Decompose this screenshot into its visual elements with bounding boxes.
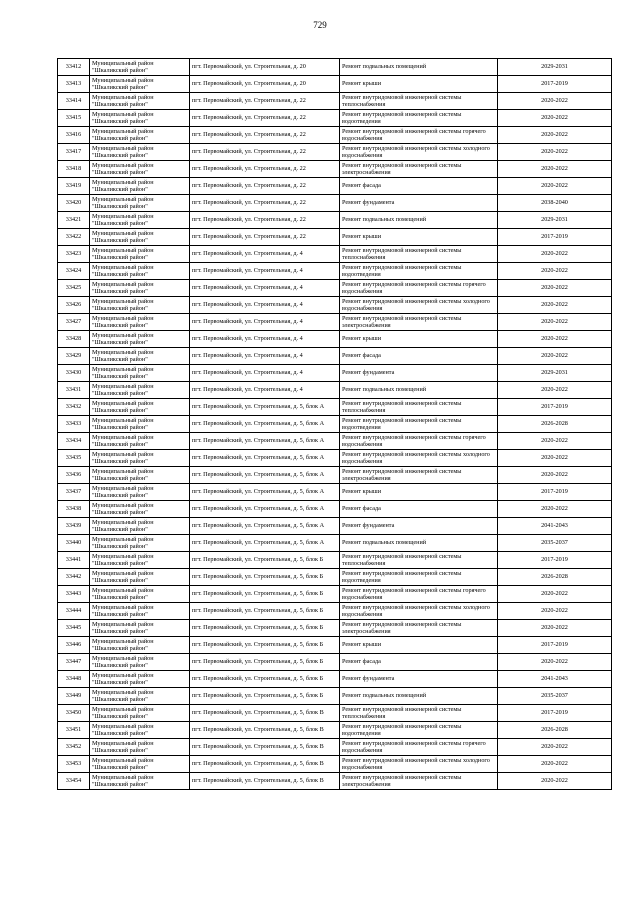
row-number-cell: 33418 bbox=[58, 161, 90, 178]
table-row bbox=[58, 331, 612, 348]
address-cell: пгт. Первомайский, ул. Строительная, д. 4 bbox=[190, 331, 340, 348]
period-cell: 2026-2028 bbox=[498, 569, 612, 586]
row-number-cell: 33428 bbox=[58, 331, 90, 348]
address-cell: пгт. Первомайский, ул. Строительная, д. 5, блок В bbox=[190, 756, 340, 773]
work-type-cell: Ремонт фасада bbox=[340, 501, 498, 518]
period-cell: 2020-2022 bbox=[498, 382, 612, 399]
table-row bbox=[58, 416, 612, 433]
municipality-cell: Муниципальный район "Шкаликский район" bbox=[90, 756, 190, 773]
work-type-cell: Ремонт внутридомовой инженерной системы электроснабжения bbox=[340, 314, 498, 331]
work-type-cell: Ремонт крыши bbox=[340, 76, 498, 93]
municipality-cell: Муниципальный район "Шкаликский район" bbox=[90, 365, 190, 382]
table-row bbox=[58, 178, 612, 195]
municipality-cell: Муниципальный район "Шкаликский район" bbox=[90, 722, 190, 739]
address-cell: пгт. Первомайский, ул. Строительная, д. 4 bbox=[190, 348, 340, 365]
table-row bbox=[58, 382, 612, 399]
row-number-cell: 33423 bbox=[58, 246, 90, 263]
address-cell: пгт. Первомайский, ул. Строительная, д. 5, блок А bbox=[190, 535, 340, 552]
work-type-cell: Ремонт фасада bbox=[340, 654, 498, 671]
row-number-cell: 33440 bbox=[58, 535, 90, 552]
work-type-cell: Ремонт внутридомовой инженерной системы горячего водоснабжения bbox=[340, 739, 498, 756]
period-cell: 2020-2022 bbox=[498, 161, 612, 178]
table-row bbox=[58, 59, 612, 76]
row-number-cell: 33449 bbox=[58, 688, 90, 705]
work-type-cell: Ремонт подвальных помещений bbox=[340, 535, 498, 552]
row-number-cell: 33436 bbox=[58, 467, 90, 484]
row-number-cell: 33451 bbox=[58, 722, 90, 739]
period-cell: 2020-2022 bbox=[498, 603, 612, 620]
period-cell: 2020-2022 bbox=[498, 620, 612, 637]
row-number-cell: 33422 bbox=[58, 229, 90, 246]
address-cell: пгт. Первомайский, ул. Строительная, д. 20 bbox=[190, 76, 340, 93]
municipality-cell: Муниципальный район "Шкаликский район" bbox=[90, 229, 190, 246]
work-type-cell: Ремонт внутридомовой инженерной системы теплоснабжения bbox=[340, 552, 498, 569]
period-cell: 2020-2022 bbox=[498, 450, 612, 467]
period-cell: 2020-2022 bbox=[498, 331, 612, 348]
table-row bbox=[58, 127, 612, 144]
row-number-cell: 33444 bbox=[58, 603, 90, 620]
row-number-cell: 33448 bbox=[58, 671, 90, 688]
address-cell: пгт. Первомайский, ул. Строительная, д. 22 bbox=[190, 93, 340, 110]
work-type-cell: Ремонт внутридомовой инженерной системы холодного водоснабжения bbox=[340, 144, 498, 161]
address-cell: пгт. Первомайский, ул. Строительная, д. 4 bbox=[190, 280, 340, 297]
period-cell: 2029-2031 bbox=[498, 365, 612, 382]
period-cell: 2029-2031 bbox=[498, 59, 612, 76]
period-cell: 2017-2019 bbox=[498, 399, 612, 416]
municipality-cell: Муниципальный район "Шкаликский район" bbox=[90, 297, 190, 314]
municipality-cell: Муниципальный район "Шкаликский район" bbox=[90, 212, 190, 229]
address-cell: пгт. Первомайский, ул. Строительная, д. 5, блок Б bbox=[190, 688, 340, 705]
table-row bbox=[58, 586, 612, 603]
address-cell: пгт. Первомайский, ул. Строительная, д. 5, блок А bbox=[190, 433, 340, 450]
table-row bbox=[58, 76, 612, 93]
municipality-cell: Муниципальный район "Шкаликский район" bbox=[90, 450, 190, 467]
municipality-cell: Муниципальный район "Шкаликский район" bbox=[90, 382, 190, 399]
table-row bbox=[58, 467, 612, 484]
row-number-cell: 33424 bbox=[58, 263, 90, 280]
table-row bbox=[58, 110, 612, 127]
row-number-cell: 33454 bbox=[58, 773, 90, 790]
address-cell: пгт. Первомайский, ул. Строительная, д. 5, блок В bbox=[190, 705, 340, 722]
municipality-cell: Муниципальный район "Шкаликский район" bbox=[90, 314, 190, 331]
work-type-cell: Ремонт подвальных помещений bbox=[340, 382, 498, 399]
work-type-cell: Ремонт фундамента bbox=[340, 671, 498, 688]
period-cell: 2020-2022 bbox=[498, 246, 612, 263]
table-row bbox=[58, 773, 612, 790]
municipality-cell: Муниципальный район "Шкаликский район" bbox=[90, 399, 190, 416]
row-number-cell: 33425 bbox=[58, 280, 90, 297]
address-cell: пгт. Первомайский, ул. Строительная, д. 20 bbox=[190, 59, 340, 76]
row-number-cell: 33416 bbox=[58, 127, 90, 144]
work-type-cell: Ремонт внутридомовой инженерной системы водоотведения bbox=[340, 416, 498, 433]
page-number: 729 bbox=[313, 20, 327, 30]
address-cell: пгт. Первомайский, ул. Строительная, д. 22 bbox=[190, 212, 340, 229]
municipality-cell: Муниципальный район "Шкаликский район" bbox=[90, 161, 190, 178]
table-row bbox=[58, 501, 612, 518]
period-cell: 2020-2022 bbox=[498, 654, 612, 671]
row-number-cell: 33421 bbox=[58, 212, 90, 229]
work-type-cell: Ремонт внутридомовой инженерной системы электроснабжения bbox=[340, 773, 498, 790]
work-type-cell: Ремонт фундамента bbox=[340, 518, 498, 535]
row-number-cell: 33412 bbox=[58, 59, 90, 76]
municipality-cell: Муниципальный район "Шкаликский район" bbox=[90, 620, 190, 637]
table-row bbox=[58, 603, 612, 620]
period-cell: 2017-2019 bbox=[498, 705, 612, 722]
row-number-cell: 33446 bbox=[58, 637, 90, 654]
period-cell: 2020-2022 bbox=[498, 348, 612, 365]
work-type-cell: Ремонт внутридомовой инженерной системы теплоснабжения bbox=[340, 246, 498, 263]
table-row bbox=[58, 739, 612, 756]
table-row bbox=[58, 161, 612, 178]
period-cell: 2020-2022 bbox=[498, 93, 612, 110]
address-cell: пгт. Первомайский, ул. Строительная, д. 4 bbox=[190, 314, 340, 331]
address-cell: пгт. Первомайский, ул. Строительная, д. 5, блок А bbox=[190, 399, 340, 416]
row-number-cell: 33441 bbox=[58, 552, 90, 569]
municipality-cell: Муниципальный район "Шкаликский район" bbox=[90, 535, 190, 552]
period-cell: 2017-2019 bbox=[498, 552, 612, 569]
period-cell: 2020-2022 bbox=[498, 178, 612, 195]
row-number-cell: 33420 bbox=[58, 195, 90, 212]
row-number-cell: 33453 bbox=[58, 756, 90, 773]
table-row bbox=[58, 552, 612, 569]
work-type-cell: Ремонт внутридомовой инженерной системы электроснабжения bbox=[340, 620, 498, 637]
row-number-cell: 33426 bbox=[58, 297, 90, 314]
municipality-cell: Муниципальный район "Шкаликский район" bbox=[90, 331, 190, 348]
address-cell: пгт. Первомайский, ул. Строительная, д. 22 bbox=[190, 144, 340, 161]
period-cell: 2041-2043 bbox=[498, 671, 612, 688]
work-type-cell: Ремонт внутридомовой инженерной системы горячего водоснабжения bbox=[340, 280, 498, 297]
period-cell: 2020-2022 bbox=[498, 739, 612, 756]
row-number-cell: 33413 bbox=[58, 76, 90, 93]
municipality-cell: Муниципальный район "Шкаликский район" bbox=[90, 110, 190, 127]
municipality-cell: Муниципальный район "Шкаликский район" bbox=[90, 654, 190, 671]
table-row bbox=[58, 433, 612, 450]
row-number-cell: 33432 bbox=[58, 399, 90, 416]
municipality-cell: Муниципальный район "Шкаликский район" bbox=[90, 586, 190, 603]
row-number-cell: 33442 bbox=[58, 569, 90, 586]
period-cell: 2020-2022 bbox=[498, 144, 612, 161]
address-cell: пгт. Первомайский, ул. Строительная, д. 5, блок Б bbox=[190, 620, 340, 637]
table-row bbox=[58, 280, 612, 297]
address-cell: пгт. Первомайский, ул. Строительная, д. 5, блок А bbox=[190, 484, 340, 501]
address-cell: пгт. Первомайский, ул. Строительная, д. 22 bbox=[190, 178, 340, 195]
address-cell: пгт. Первомайский, ул. Строительная, д. 5, блок Б bbox=[190, 569, 340, 586]
period-cell: 2020-2022 bbox=[498, 297, 612, 314]
work-type-cell: Ремонт внутридомовой инженерной системы горячего водоснабжения bbox=[340, 433, 498, 450]
table-row bbox=[58, 93, 612, 110]
period-cell: 2020-2022 bbox=[498, 467, 612, 484]
work-type-cell: Ремонт подвальных помещений bbox=[340, 59, 498, 76]
table-row bbox=[58, 535, 612, 552]
municipality-cell: Муниципальный район "Шкаликский район" bbox=[90, 144, 190, 161]
period-cell: 2035-2037 bbox=[498, 535, 612, 552]
work-type-cell: Ремонт внутридомовой инженерной системы холодного водоснабжения bbox=[340, 603, 498, 620]
row-number-cell: 33452 bbox=[58, 739, 90, 756]
table-row bbox=[58, 246, 612, 263]
work-type-cell: Ремонт крыши bbox=[340, 229, 498, 246]
table-row bbox=[58, 399, 612, 416]
period-cell: 2020-2022 bbox=[498, 433, 612, 450]
work-type-cell: Ремонт внутридомовой инженерной системы холодного водоснабжения bbox=[340, 756, 498, 773]
address-cell: пгт. Первомайский, ул. Строительная, д. 5, блок В bbox=[190, 773, 340, 790]
municipality-cell: Муниципальный район "Шкаликский район" bbox=[90, 484, 190, 501]
table-row bbox=[58, 722, 612, 739]
address-cell: пгт. Первомайский, ул. Строительная, д. 4 bbox=[190, 382, 340, 399]
table-row bbox=[58, 654, 612, 671]
municipality-cell: Муниципальный район "Шкаликский район" bbox=[90, 76, 190, 93]
table-row bbox=[58, 705, 612, 722]
municipality-cell: Муниципальный район "Шкаликский район" bbox=[90, 637, 190, 654]
address-cell: пгт. Первомайский, ул. Строительная, д. 5, блок А bbox=[190, 518, 340, 535]
address-cell: пгт. Первомайский, ул. Строительная, д. 5, блок Б bbox=[190, 637, 340, 654]
address-cell: пгт. Первомайский, ул. Строительная, д. 4 bbox=[190, 365, 340, 382]
period-cell: 2041-2043 bbox=[498, 518, 612, 535]
work-type-cell: Ремонт внутридомовой инженерной системы водоотведения bbox=[340, 722, 498, 739]
row-number-cell: 33437 bbox=[58, 484, 90, 501]
table-row bbox=[58, 671, 612, 688]
address-cell: пгт. Первомайский, ул. Строительная, д. 5, блок Б bbox=[190, 671, 340, 688]
work-type-cell: Ремонт внутридомовой инженерной системы водоотведения bbox=[340, 110, 498, 127]
period-cell: 2020-2022 bbox=[498, 501, 612, 518]
work-type-cell: Ремонт внутридомовой инженерной системы горячего водоснабжения bbox=[340, 586, 498, 603]
work-type-cell: Ремонт внутридомовой инженерной системы горячего водоснабжения bbox=[340, 127, 498, 144]
period-cell: 2017-2019 bbox=[498, 637, 612, 654]
work-type-cell: Ремонт фасада bbox=[340, 178, 498, 195]
municipality-cell: Муниципальный район "Шкаликский район" bbox=[90, 688, 190, 705]
municipality-cell: Муниципальный район "Шкаликский район" bbox=[90, 348, 190, 365]
table-row bbox=[58, 620, 612, 637]
municipality-cell: Муниципальный район "Шкаликский район" bbox=[90, 773, 190, 790]
row-number-cell: 33430 bbox=[58, 365, 90, 382]
row-number-cell: 33431 bbox=[58, 382, 90, 399]
period-cell: 2020-2022 bbox=[498, 110, 612, 127]
row-number-cell: 33439 bbox=[58, 518, 90, 535]
municipality-cell: Муниципальный район "Шкаликский район" bbox=[90, 93, 190, 110]
period-cell: 2020-2022 bbox=[498, 127, 612, 144]
table-row bbox=[58, 569, 612, 586]
municipality-cell: Муниципальный район "Шкаликский район" bbox=[90, 127, 190, 144]
table-row bbox=[58, 297, 612, 314]
period-cell: 2020-2022 bbox=[498, 263, 612, 280]
work-type-cell: Ремонт внутридомовой инженерной системы электроснабжения bbox=[340, 467, 498, 484]
address-cell: пгт. Первомайский, ул. Строительная, д. 5, блок В bbox=[190, 722, 340, 739]
address-cell: пгт. Первомайский, ул. Строительная, д. 22 bbox=[190, 195, 340, 212]
municipality-cell: Муниципальный район "Шкаликский район" bbox=[90, 433, 190, 450]
table-row bbox=[58, 450, 612, 467]
address-cell: пгт. Первомайский, ул. Строительная, д. 22 bbox=[190, 110, 340, 127]
table-row bbox=[58, 144, 612, 161]
address-cell: пгт. Первомайский, ул. Строительная, д. 5, блок Б bbox=[190, 552, 340, 569]
table-row bbox=[58, 314, 612, 331]
address-cell: пгт. Первомайский, ул. Строительная, д. 4 bbox=[190, 297, 340, 314]
row-number-cell: 33443 bbox=[58, 586, 90, 603]
municipality-cell: Муниципальный район "Шкаликский район" bbox=[90, 518, 190, 535]
period-cell: 2017-2019 bbox=[498, 484, 612, 501]
municipality-cell: Муниципальный район "Шкаликский район" bbox=[90, 178, 190, 195]
work-type-cell: Ремонт внутридомовой инженерной системы теплоснабжения bbox=[340, 705, 498, 722]
table-row bbox=[58, 518, 612, 535]
table-body bbox=[58, 59, 612, 790]
municipality-cell: Муниципальный район "Шкаликский район" bbox=[90, 603, 190, 620]
row-number-cell: 33414 bbox=[58, 93, 90, 110]
work-type-cell: Ремонт фундамента bbox=[340, 365, 498, 382]
period-cell: 2017-2019 bbox=[498, 76, 612, 93]
table-row bbox=[58, 195, 612, 212]
municipality-cell: Муниципальный район "Шкаликский район" bbox=[90, 59, 190, 76]
municipality-cell: Муниципальный район "Шкаликский район" bbox=[90, 501, 190, 518]
row-number-cell: 33415 bbox=[58, 110, 90, 127]
address-cell: пгт. Первомайский, ул. Строительная, д. 5, блок Б bbox=[190, 586, 340, 603]
address-cell: пгт. Первомайский, ул. Строительная, д. 5, блок А bbox=[190, 416, 340, 433]
row-number-cell: 33433 bbox=[58, 416, 90, 433]
work-type-cell: Ремонт фундамента bbox=[340, 195, 498, 212]
municipality-cell: Муниципальный район "Шкаликский район" bbox=[90, 671, 190, 688]
period-cell: 2017-2019 bbox=[498, 229, 612, 246]
period-cell: 2026-2028 bbox=[498, 416, 612, 433]
table-row bbox=[58, 229, 612, 246]
work-type-cell: Ремонт крыши bbox=[340, 484, 498, 501]
work-type-cell: Ремонт фасада bbox=[340, 348, 498, 365]
table-row bbox=[58, 348, 612, 365]
table-row bbox=[58, 365, 612, 382]
municipality-cell: Муниципальный район "Шкаликский район" bbox=[90, 569, 190, 586]
municipality-cell: Муниципальный район "Шкаликский район" bbox=[90, 246, 190, 263]
address-cell: пгт. Первомайский, ул. Строительная, д. 5, блок А bbox=[190, 501, 340, 518]
address-cell: пгт. Первомайский, ул. Строительная, д. 4 bbox=[190, 263, 340, 280]
address-cell: пгт. Первомайский, ул. Строительная, д. 22 bbox=[190, 127, 340, 144]
row-number-cell: 33445 bbox=[58, 620, 90, 637]
period-cell: 2029-2031 bbox=[498, 212, 612, 229]
period-cell: 2020-2022 bbox=[498, 586, 612, 603]
table-row bbox=[58, 756, 612, 773]
address-cell: пгт. Первомайский, ул. Строительная, д. 22 bbox=[190, 161, 340, 178]
work-type-cell: Ремонт крыши bbox=[340, 637, 498, 654]
work-type-cell: Ремонт подвальных помещений bbox=[340, 212, 498, 229]
address-cell: пгт. Первомайский, ул. Строительная, д. 5, блок А bbox=[190, 450, 340, 467]
municipality-cell: Муниципальный район "Шкаликский район" bbox=[90, 280, 190, 297]
work-type-cell: Ремонт крыши bbox=[340, 331, 498, 348]
work-type-cell: Ремонт внутридомовой инженерной системы теплоснабжения bbox=[340, 93, 498, 110]
period-cell: 2026-2028 bbox=[498, 722, 612, 739]
work-type-cell: Ремонт подвальных помещений bbox=[340, 688, 498, 705]
row-number-cell: 33450 bbox=[58, 705, 90, 722]
repair-schedule-table bbox=[57, 58, 612, 790]
table-row bbox=[58, 212, 612, 229]
period-cell: 2020-2022 bbox=[498, 314, 612, 331]
work-type-cell: Ремонт внутридомовой инженерной системы водоотведения bbox=[340, 569, 498, 586]
row-number-cell: 33419 bbox=[58, 178, 90, 195]
address-cell: пгт. Первомайский, ул. Строительная, д. 5, блок Б bbox=[190, 654, 340, 671]
work-type-cell: Ремонт внутридомовой инженерной системы холодного водоснабжения bbox=[340, 297, 498, 314]
address-cell: пгт. Первомайский, ул. Строительная, д. 5, блок Б bbox=[190, 603, 340, 620]
period-cell: 2038-2040 bbox=[498, 195, 612, 212]
row-number-cell: 33438 bbox=[58, 501, 90, 518]
work-type-cell: Ремонт внутридомовой инженерной системы электроснабжения bbox=[340, 161, 498, 178]
row-number-cell: 33435 bbox=[58, 450, 90, 467]
row-number-cell: 33427 bbox=[58, 314, 90, 331]
period-cell: 2020-2022 bbox=[498, 773, 612, 790]
row-number-cell: 33429 bbox=[58, 348, 90, 365]
address-cell: пгт. Первомайский, ул. Строительная, д. 4 bbox=[190, 246, 340, 263]
address-cell: пгт. Первомайский, ул. Строительная, д. 5, блок В bbox=[190, 739, 340, 756]
table-row bbox=[58, 263, 612, 280]
work-type-cell: Ремонт внутридомовой инженерной системы теплоснабжения bbox=[340, 399, 498, 416]
address-cell: пгт. Первомайский, ул. Строительная, д. 22 bbox=[190, 229, 340, 246]
municipality-cell: Муниципальный район "Шкаликский район" bbox=[90, 705, 190, 722]
address-cell: пгт. Первомайский, ул. Строительная, д. 5, блок А bbox=[190, 467, 340, 484]
municipality-cell: Муниципальный район "Шкаликский район" bbox=[90, 195, 190, 212]
municipality-cell: Муниципальный район "Шкаликский район" bbox=[90, 263, 190, 280]
row-number-cell: 33417 bbox=[58, 144, 90, 161]
work-type-cell: Ремонт внутридомовой инженерной системы холодного водоснабжения bbox=[340, 450, 498, 467]
table-row bbox=[58, 637, 612, 654]
row-number-cell: 33447 bbox=[58, 654, 90, 671]
row-number-cell: 33434 bbox=[58, 433, 90, 450]
municipality-cell: Муниципальный район "Шкаликский район" bbox=[90, 739, 190, 756]
table-row bbox=[58, 688, 612, 705]
period-cell: 2035-2037 bbox=[498, 688, 612, 705]
period-cell: 2020-2022 bbox=[498, 280, 612, 297]
municipality-cell: Муниципальный район "Шкаликский район" bbox=[90, 552, 190, 569]
table-row bbox=[58, 484, 612, 501]
work-type-cell: Ремонт внутридомовой инженерной системы водоотведения bbox=[340, 263, 498, 280]
municipality-cell: Муниципальный район "Шкаликский район" bbox=[90, 467, 190, 484]
municipality-cell: Муниципальный район "Шкаликский район" bbox=[90, 416, 190, 433]
period-cell: 2020-2022 bbox=[498, 756, 612, 773]
